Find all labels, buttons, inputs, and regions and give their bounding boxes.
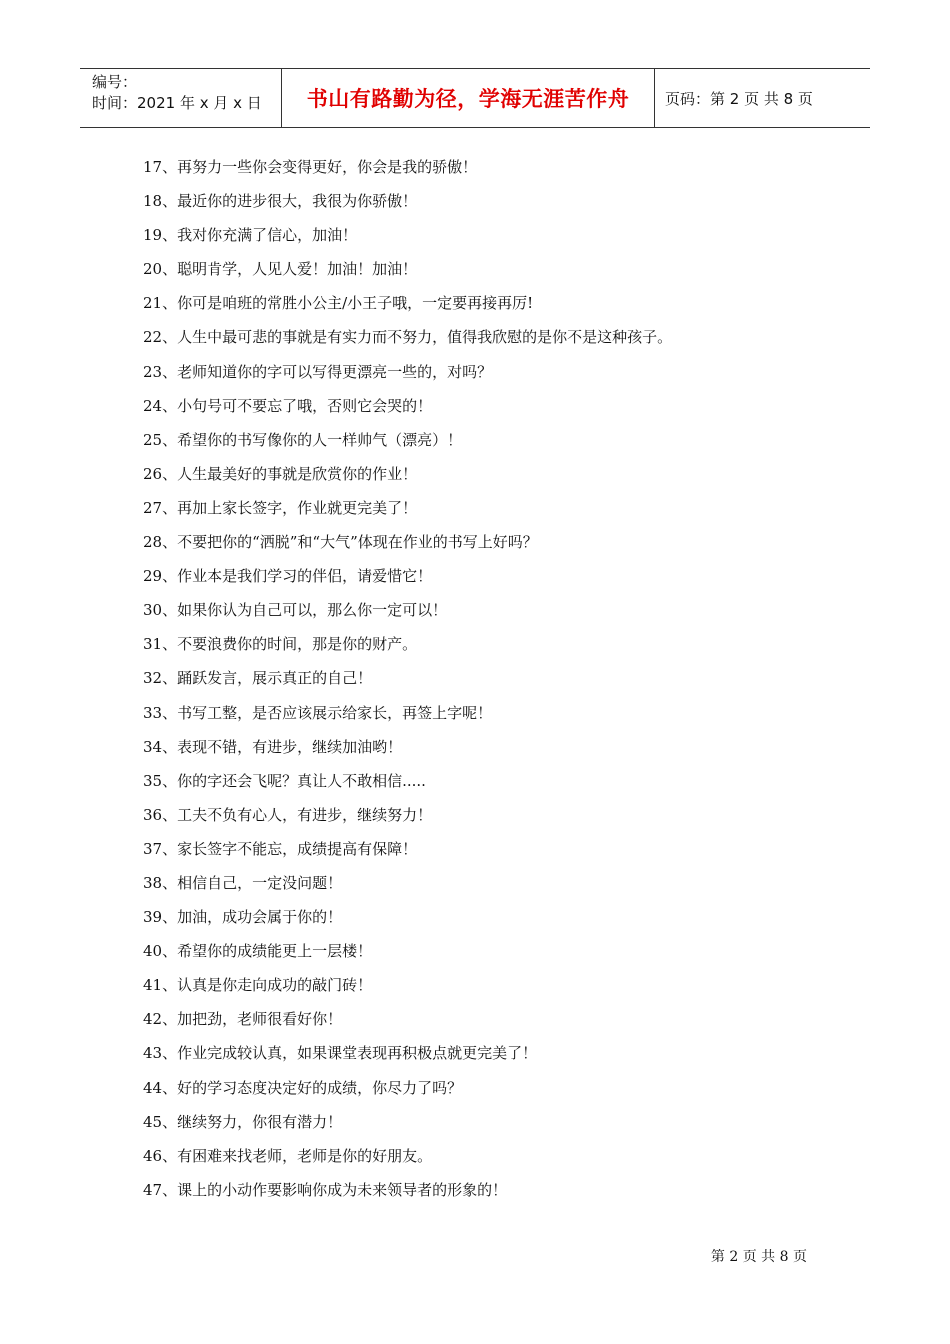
list-item: 47、课上的小动作要影响你成为未来领导者的形象的！ [143,1180,508,1199]
list-item: 38、相信自己，一定没问题！ [143,873,343,892]
document-number-label: 编号： [92,73,138,91]
list-item: 39、加油，成功会属于你的！ [143,908,343,927]
header-page-cell [655,69,870,127]
list-item: 43、作业完成较认真，如果课堂表现再积极点就更完美了！ [143,1044,538,1063]
list-item: 23、老师知道你的字可以写得更漂亮一些的，对吗？ [143,362,493,381]
list-item: 46、有困难来找老师，老师是你的好朋友。 [143,1146,433,1165]
footer-page-number: 第 2 页 共 8 页 [710,1249,807,1265]
list-item: 30、如果你认为自己可以，那么你一定可以！ [143,601,448,620]
list-item: 40、希望你的成绩能更上一层楼！ [143,942,373,961]
list-item: 19、我对你充满了信心，加油！ [143,226,358,245]
list-item: 27、再加上家长签字，作业就更完美了！ [143,498,418,517]
list-item: 32、踊跃发言，展示真正的自己！ [143,669,373,688]
list-item: 22、人生中最可悲的事就是有实力而不努力，值得我欣慰的是你不是这种孩子。 [143,328,673,347]
list-item: 44、好的学习态度决定好的成绩，你尽力了吗？ [143,1078,463,1097]
list-item: 34、表现不错，有进步，继续加油哟！ [143,737,403,756]
page-header [80,68,870,128]
list-item: 25、希望你的书写像你的人一样帅气（漂亮）！ [143,430,463,449]
list-item: 24、小句号可不要忘了哦，否则它会哭的！ [143,396,433,415]
list-item: 33、书写工整，是否应该展示给家长，再签上字呢！ [143,703,493,722]
header-meta [80,69,282,127]
list-item: 36、工夫不负有心人，有进步，继续努力！ [143,805,433,824]
header-motto-cell [282,69,655,127]
list-item: 21、你可是咱班的常胜小公主/小王子哦，一定要再接再厉! [143,294,534,313]
comment-list [143,150,883,1207]
list-item: 42、加把劲，老师很看好你！ [143,1010,343,1029]
list-item: 31、不要浪费你的时间，那是你的财产。 [143,635,418,654]
list-item: 26、人生最美好的事就是欣赏你的作业！ [143,464,418,483]
list-item: 17、再努力一些你会变得更好，你会是我的骄傲！ [143,158,478,176]
list-item: 18、最近你的进步很大，我很为你骄傲！ [143,192,418,211]
list-item: 41、认真是你走向成功的敲门砖！ [143,976,373,995]
list-item: 35、你的字还会飞呢？真让人不敢相信..... [143,771,426,790]
header-page-number: 页码：第 2 页 共 8 页 [665,89,813,108]
list-item: 29、作业本是我们学习的伴侣，请爱惜它！ [143,567,433,586]
motto-text: 书山有路勤为径，学海无涯苦作舟 [306,87,630,111]
list-item: 37、家长签字不能忘，成绩提高有保障！ [143,839,418,858]
list-item: 45、继续努力，你很有潜力！ [143,1112,343,1131]
list-item: 28、不要把你的“洒脱”和“大气”体现在作业的书写上好吗？ [143,533,538,552]
list-item: 20、聪明肯学，人见人爱！加油！加油！ [143,260,418,279]
document-date: 时间：2021 年 x 月 x 日 [92,94,262,112]
